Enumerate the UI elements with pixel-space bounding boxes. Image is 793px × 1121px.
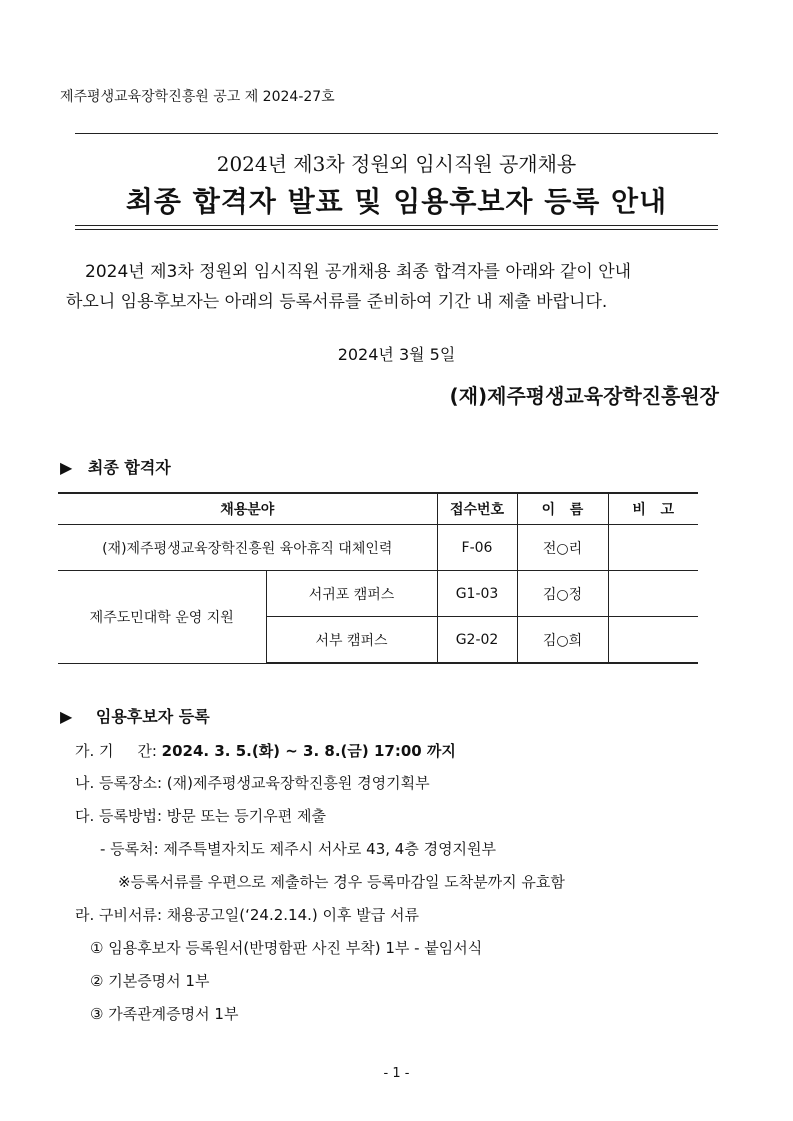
section-title: 임용후보자 등록 xyxy=(95,707,210,726)
cell-number: G2-02 xyxy=(437,617,517,664)
intro-line-1: 2024년 제3차 정원외 임시직원 공개채용 최종 합격자를 아래와 같이 안내 xyxy=(85,262,632,282)
title-line-2: 최종 합격자 발표 및 임용후보자 등록 안내 xyxy=(125,185,668,218)
section-title: 최종 합격자 xyxy=(87,458,171,477)
cell-note xyxy=(608,571,698,617)
header-field: 채용분야 xyxy=(58,493,437,525)
section-final-hires xyxy=(60,455,171,478)
item-period xyxy=(75,740,456,761)
issuer: (재)제주평생교육장학진흥원장 xyxy=(449,384,719,408)
notice-number: 제주평생교육장학진흥원 공고 제 2024-27호 xyxy=(60,89,335,105)
cell-sub-field: 서부 캠퍼스 xyxy=(266,617,437,664)
cell-field: 제주도민대학 운영 지원 xyxy=(58,571,266,664)
header-name: 이 름 xyxy=(517,493,608,525)
triangle-icon: ▶ xyxy=(60,707,73,726)
cell-note xyxy=(608,617,698,664)
top-rule xyxy=(75,133,718,134)
announcement-date: 2024년 3월 5일 xyxy=(337,345,456,364)
table-row xyxy=(58,571,698,617)
doc-item-2: ② 기본증명서 1부 xyxy=(90,972,210,990)
header-note: 비 고 xyxy=(608,493,698,525)
item-note: ※등록서류를 우편으로 제출하는 경우 등록마감일 도착분까지 유효함 xyxy=(118,873,565,891)
item-place: 나. 등록장소: (재)제주평생교육장학진흥원 경영기획부 xyxy=(75,774,430,792)
cell-note xyxy=(608,525,698,571)
header-number: 접수번호 xyxy=(437,493,517,525)
period-value: 2024. 3. 5.(화) ~ 3. 8.(금) 17:00 까지 xyxy=(161,742,456,760)
table-row xyxy=(58,525,698,571)
cell-number: F-06 xyxy=(437,525,517,571)
item-docs: 라. 구비서류: 채용공고일(‘24.2.14.) 이후 발급 서류 xyxy=(75,906,419,924)
doc-item-3: ③ 가족관계증명서 1부 xyxy=(90,1005,239,1023)
cell-number: G1-03 xyxy=(437,571,517,617)
hires-table xyxy=(58,492,698,664)
table-header-row xyxy=(58,493,698,525)
title-line-1: 2024년 제3차 정원외 임시직원 공개채용 xyxy=(216,152,577,176)
item-method: 다. 등록방법: 방문 또는 등기우편 제출 xyxy=(75,807,327,825)
cell-name: 김○희 xyxy=(517,617,608,664)
intro-line-2: 하오니 임용후보자는 아래의 등록서류를 준비하여 기간 내 제출 바랍니다. xyxy=(66,292,608,312)
period-label: 가. 기 간: xyxy=(75,742,162,760)
cell-name: 김○정 xyxy=(517,571,608,617)
title-double-rule xyxy=(75,225,718,230)
item-address: - 등록처: 제주특별자치도 제주시 서사로 43, 4층 경영지원부 xyxy=(100,840,497,858)
page-number: - 1 - xyxy=(383,1066,410,1081)
triangle-icon: ▶ xyxy=(60,458,73,477)
cell-field: (재)제주평생교육장학진흥원 육아휴직 대체인력 xyxy=(58,525,437,571)
cell-name: 전○리 xyxy=(517,525,608,571)
section-registration xyxy=(60,704,210,727)
doc-item-1: ① 임용후보자 등록원서(반명함판 사진 부착) 1부 - 붙임서식 xyxy=(90,939,483,957)
cell-sub-field: 서귀포 캠퍼스 xyxy=(266,571,437,617)
